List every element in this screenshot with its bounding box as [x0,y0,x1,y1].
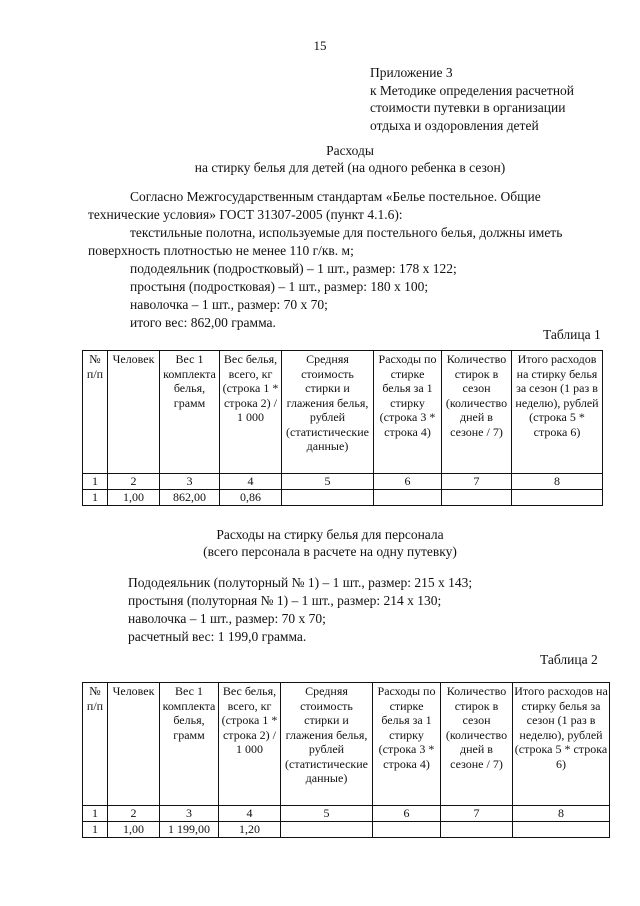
table2-header-cell: Человек [108,683,160,806]
table1-data-row [83,490,603,506]
table1-header-cell: Человек [108,351,160,474]
table2-column-number: 7 [441,806,513,822]
table1-cell: 1 [83,490,108,506]
table1-header-cell: Вес 1 комплекта белья, грамм [160,351,220,474]
section1-paragraph-line: текстильные полотна, используемые для постельного белья, должны иметь [130,225,563,240]
table1-header-cell: Количество стирок в сезон (количество дней в сезоне / 7) [442,351,512,474]
section2-item-line: простыня (полуторная № 1) – 1 шт., размер: 214 х 130; [128,593,442,608]
table1-column-number: 1 [83,474,108,490]
table2-data-row [83,822,610,838]
section1-paragraph-line: Согласно Межгосударственным стандартам «Белье постельное. Общие [130,189,541,204]
section1-subtitle: на стирку белья для детей (на одного ребенка в сезон) [194,160,506,175]
section1-item-line: наволочка – 1 шт., размер: 70 х 70; [130,297,328,312]
table1-cell [374,490,442,506]
table2 [82,682,610,838]
table1-column-number: 7 [442,474,512,490]
table2-header-cell: Расходы по стирке белья за 1 стирку (строка 3 * строка 4) [373,683,441,806]
table1-column-number: 3 [160,474,220,490]
table2-header-cell: Вес 1 комплекта белья, грамм [160,683,219,806]
appendix-line: Приложение 3 [370,65,453,80]
section2-item-line: Пододеяльник (полуторный № 1) – 1 шт., размер: 215 х 143; [128,575,473,590]
table2-column-number: 4 [219,806,281,822]
table1-column-number: 2 [108,474,160,490]
table2-column-number: 3 [160,806,219,822]
table2-column-number-row [83,806,610,822]
table2-cell: 1,00 [108,822,160,838]
appendix-note [370,64,574,134]
table1-cell: 1,00 [108,490,160,506]
section1-title: Расходы [326,143,374,158]
table1-cell: 862,00 [160,490,220,506]
section2-item-line: наволочка – 1 шт., размер: 70 х 70; [128,611,326,626]
table2-cell: 1,20 [219,822,281,838]
section1-paragraph-line: технические условия» ГОСТ 31307-2005 (пункт 4.1.6): [88,207,403,222]
table2-column-number: 1 [83,806,108,822]
table2-header-cell: № п/п [83,683,108,806]
table1-cell: 0,86 [220,490,282,506]
table1-column-number: 6 [374,474,442,490]
table2-column-number: 5 [281,806,373,822]
section2-total-line: расчетный вес: 1 199,0 грамма. [128,629,307,644]
table1-header-cell: Итого расходов на стирку белья за сезон (1 раз в неделю), рублей (строка 5 * строка 6) [512,351,603,474]
table1-header-cell: Средняя стоимость стирки и глажения белья, рублей (статистические данные) [282,351,374,474]
section1-item-line: простыня (подростковая) – 1 шт., размер: 180 х 100; [130,279,429,294]
appendix-line: к Методике определения расчетной [370,82,575,98]
table1-cell [442,490,512,506]
table2-cell: 1 [83,822,108,838]
table2-header-row [83,683,610,806]
table2-cell [513,822,610,838]
table2-column-number: 6 [373,806,441,822]
table1 [82,350,603,506]
table1-cell [282,490,374,506]
section1-paragraph-line: поверхность плотностью не менее 110 г/кв. м; [88,243,354,258]
table2-header-cell: Количество стирок в сезон (количество дней в сезоне / 7) [441,683,513,806]
table2-header-cell: Средняя стоимость стирки и глажения белья, рублей (статистические данные) [281,683,373,806]
table2-cell: 1 199,00 [160,822,219,838]
table2-column-number: 2 [108,806,160,822]
table2-column-number: 8 [513,806,610,822]
table1-column-number: 4 [220,474,282,490]
table2-cell [373,822,441,838]
section1-item-line: пододеяльник (подростковый) – 1 шт., размер: 178 х 122; [130,261,457,276]
appendix-line: отдыха и оздоровления детей [370,117,539,133]
section2-subtitle: (всего персонала в расчете на одну путевку) [203,544,457,559]
table1-header-cell: Вес белья, всего, кг (строка 1 * строка 2) / 1 000 [220,351,282,474]
table1-column-number-row [83,474,603,490]
table1-header-cell: № п/п [83,351,108,474]
table2-header-cell: Итого расходов на стирку белья за сезон (1 раз в неделю), рублей (строка 5 * строка 6) [513,683,610,806]
table1-caption: Таблица 1 [543,327,601,342]
table1-cell [512,490,603,506]
table2-caption: Таблица 2 [540,652,598,667]
page-number: 15 [313,38,327,53]
table1-column-number: 8 [512,474,603,490]
table2-cell [281,822,373,838]
appendix-line: стоимости путевки в организации [370,100,566,115]
table2-cell [441,822,513,838]
table1-header-row [83,351,603,474]
table2-header-cell: Вес белья, всего, кг (строка 1 * строка 2) / 1 000 [219,683,281,806]
section1-total-line: итого вес: 862,00 грамма. [130,315,276,330]
section2-title: Расходы на стирку белья для персонала [216,527,444,542]
table1-header-cell: Расходы по стирке белья за 1 стирку (строка 3 * строка 4) [374,351,442,474]
table1-column-number: 5 [282,474,374,490]
